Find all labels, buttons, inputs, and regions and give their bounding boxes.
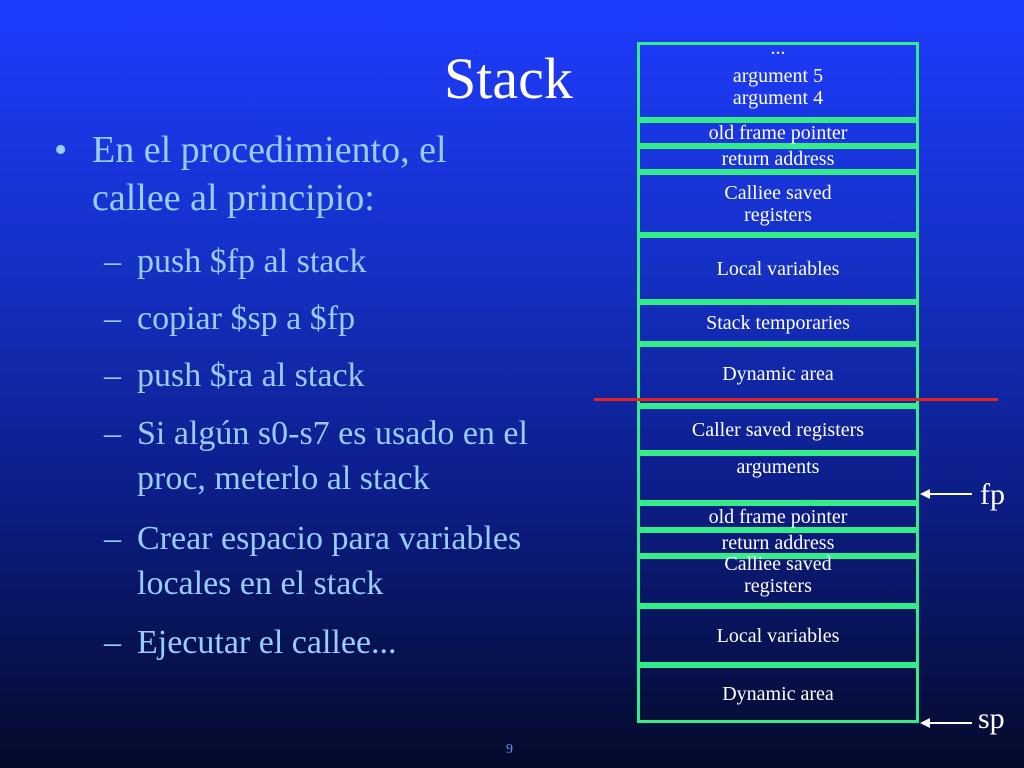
- stack-box-dynamic-area: Dynamic area: [637, 665, 919, 723]
- dash-mark: –: [104, 415, 121, 452]
- stack-box-local-variables: Local variables: [637, 606, 919, 665]
- dash-mark: –: [104, 300, 121, 337]
- stack-box-callee-saved-registers: Calliee saved registers: [637, 556, 919, 606]
- stack-box-local-variables: Local variables: [637, 235, 919, 302]
- stack-box-return-address: return address: [637, 146, 919, 172]
- sub-bullet-text: push $ra al stack: [137, 357, 365, 394]
- sub-bullet-text: Ejecutar el callee...: [137, 624, 397, 661]
- dash-mark: –: [104, 243, 121, 280]
- frame-divider-line: [594, 398, 998, 401]
- dash-mark: –: [104, 357, 121, 394]
- fp-arrow-icon: [918, 484, 974, 504]
- sub-bullet-text: Si algún s0-s7 es usado en el proc, meterlo al stack: [137, 415, 528, 497]
- slide-title: Stack: [444, 46, 573, 111]
- sub-bullet-text: copiar $sp a $fp: [137, 300, 356, 337]
- sp-arrow-icon: [918, 713, 974, 733]
- stack-box-return-address: return address: [637, 530, 919, 556]
- stack-box-dynamic-area: Dynamic area: [637, 344, 919, 406]
- page-number: 9: [506, 742, 513, 757]
- stack-box-arguments: arguments: [637, 453, 919, 503]
- dash-mark: –: [104, 520, 121, 557]
- stack-box-stack-temporaries: Stack temporaries: [637, 302, 919, 344]
- stack-box-caller-arguments: ... argument 5 argument 4: [637, 42, 919, 120]
- stack-box-old-frame-pointer: old frame pointer: [637, 120, 919, 146]
- sp-label: sp: [978, 702, 1005, 735]
- dash-mark: –: [104, 624, 121, 661]
- fp-label: fp: [980, 478, 1005, 511]
- stack-box-caller-saved-registers: Caller saved registers: [637, 406, 919, 453]
- sub-bullet-text: Crear espacio para variables locales en el stack: [137, 520, 522, 602]
- stack-box-old-frame-pointer: old frame pointer: [637, 503, 919, 530]
- sub-bullet-text: push $fp al stack: [137, 243, 367, 280]
- bullet-text: En el procedimiento, el callee al principio:: [92, 129, 447, 219]
- stack-box-callee-saved-registers: Calliee saved registers: [637, 172, 919, 235]
- bullet-mark: •: [54, 129, 68, 171]
